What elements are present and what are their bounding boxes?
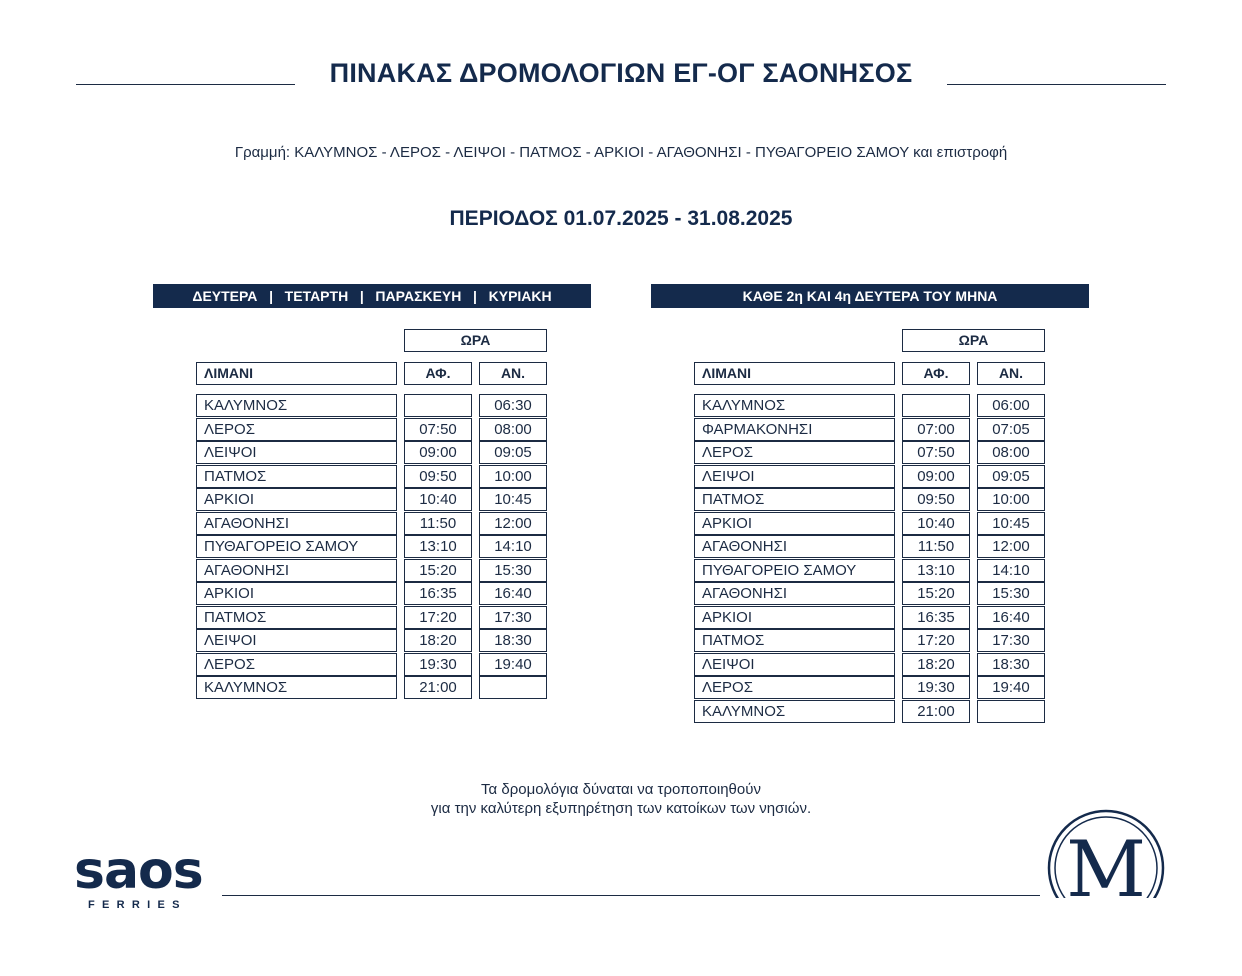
arrival-time-cell: 07:05 (977, 418, 1045, 441)
port-cell: ΛΕΡΟΣ (196, 653, 397, 676)
port-cell: ΛΕΡΟΣ (196, 418, 397, 441)
arrival-time-cell: 19:40 (479, 653, 547, 676)
port-cell: ΛΕΙΨΟΙ (196, 441, 397, 464)
port-cell: ΠΑΤΜΟΣ (694, 629, 895, 652)
days-band: ΚΑΘΕ 2η ΚΑΙ 4η ΔΕΥΤΕΡΑ ΤΟΥ ΜΗΝΑ (651, 284, 1089, 308)
arrival-time-cell: 19:40 (977, 676, 1045, 699)
route-line: Γραμμή: ΚΑΛΥΜΝΟΣ - ΛΕΡΟΣ - ΛΕΙΨΟΙ - ΠΑΤΜΟΣ - ΑΡΚΙΟΙ - ΑΓΑΘΟΝΗΣΙ - ΠΥΘΑΓΟΡΕΙΟ ΣΑΜΟΥ και επιστροφή (234, 144, 1008, 161)
arrival-time-cell (977, 700, 1045, 723)
title-rule-right (947, 84, 1166, 85)
port-cell: ΛΕΙΨΟΙ (694, 465, 895, 488)
port-cell: ΛΕΙΨΟΙ (694, 653, 895, 676)
arrival-time-cell: 10:00 (977, 488, 1045, 511)
departure-time-cell: 17:20 (404, 606, 472, 629)
arrival-time-cell: 06:30 (479, 394, 547, 417)
arrival-time-cell: 10:45 (479, 488, 547, 511)
port-cell: ΑΡΚΙΟΙ (694, 512, 895, 535)
departure-time-cell: 15:20 (902, 582, 970, 605)
time-header: ΩΡΑ (404, 329, 547, 352)
port-cell: ΚΑΛΥΜΝΟΣ (196, 676, 397, 699)
logo-subtitle: FERRIES (88, 899, 187, 911)
port-cell: ΚΑΛΥΜΝΟΣ (694, 700, 895, 723)
departure-time-cell: 11:50 (404, 512, 472, 535)
departure-time-cell: 10:40 (902, 512, 970, 535)
footer-rule (222, 895, 1040, 896)
departure-time-cell: 19:30 (404, 653, 472, 676)
port-cell: ΠΑΤΜΟΣ (196, 465, 397, 488)
arrival-time-cell: 12:00 (479, 512, 547, 535)
port-cell: ΠΑΤΜΟΣ (694, 488, 895, 511)
page-title: ΠΙΝΑΚΑΣ ΔΡΟΜΟΛΟΓΙΩΝ ΕΓ-ΟΓ ΣΑΟΝΗΣΟΣ (329, 58, 913, 88)
m-emblem-logo (1046, 808, 1166, 898)
departure-time-cell (404, 394, 472, 417)
port-cell: ΑΡΚΙΟΙ (196, 582, 397, 605)
time-header: ΩΡΑ (902, 329, 1045, 352)
arrival-time-cell: 17:30 (977, 629, 1045, 652)
arrival-column-header: ΑΝ. (977, 362, 1045, 385)
departure-time-cell: 19:30 (902, 676, 970, 699)
departure-time-cell: 13:10 (404, 535, 472, 558)
arrival-time-cell: 09:05 (977, 465, 1045, 488)
arrival-time-cell: 08:00 (479, 418, 547, 441)
departure-time-cell: 21:00 (404, 676, 472, 699)
emblem-letter: M (1066, 825, 1146, 898)
arrival-column-header: ΑΝ. (479, 362, 547, 385)
saos-ferries-logo (74, 841, 214, 915)
arrival-time-cell: 09:05 (479, 441, 547, 464)
arrival-time-cell: 06:00 (977, 394, 1045, 417)
departure-time-cell: 16:35 (902, 606, 970, 629)
arrival-time-cell: 15:30 (977, 582, 1045, 605)
arrival-time-cell: 16:40 (977, 606, 1045, 629)
port-column-header: ΛΙΜΑΝΙ (196, 362, 397, 385)
departure-column-header: ΑΦ. (404, 362, 472, 385)
arrival-time-cell: 18:30 (479, 629, 547, 652)
port-cell: ΑΓΑΘΟΝΗΣΙ (196, 512, 397, 535)
arrival-time-cell: 10:45 (977, 512, 1045, 535)
arrival-time-cell: 12:00 (977, 535, 1045, 558)
port-cell: ΑΡΚΙΟΙ (694, 606, 895, 629)
port-cell: ΑΓΑΘΟΝΗΣΙ (196, 559, 397, 582)
departure-time-cell: 18:20 (404, 629, 472, 652)
port-column-header: ΛΙΜΑΝΙ (694, 362, 895, 385)
departure-time-cell: 07:00 (902, 418, 970, 441)
port-cell: ΛΕΡΟΣ (694, 441, 895, 464)
arrival-time-cell: 14:10 (977, 559, 1045, 582)
port-cell: ΑΓΑΘΟΝΗΣΙ (694, 582, 895, 605)
days-band: ΔΕΥΤΕΡΑ | ΤΕΤΑΡΤΗ | ΠΑΡΑΣΚΕΥΗ | ΚΥΡΙΑΚΗ (153, 284, 591, 308)
departure-time-cell: 16:35 (404, 582, 472, 605)
departure-time-cell: 07:50 (902, 441, 970, 464)
arrival-time-cell (479, 676, 547, 699)
arrival-time-cell: 15:30 (479, 559, 547, 582)
departure-time-cell: 07:50 (404, 418, 472, 441)
port-cell: ΚΑΛΥΜΝΟΣ (196, 394, 397, 417)
port-cell: ΠΥΘΑΓΟΡΕΙΟ ΣΑΜΟΥ (196, 535, 397, 558)
port-cell: ΦΑΡΜΑΚΟΝΗΣΙ (694, 418, 895, 441)
arrival-time-cell: 14:10 (479, 535, 547, 558)
arrival-time-cell: 18:30 (977, 653, 1045, 676)
arrival-time-cell: 17:30 (479, 606, 547, 629)
departure-time-cell: 09:00 (902, 465, 970, 488)
arrival-time-cell: 08:00 (977, 441, 1045, 464)
departure-time-cell: 10:40 (404, 488, 472, 511)
port-cell: ΛΕΡΟΣ (694, 676, 895, 699)
departure-column-header: ΑΦ. (902, 362, 970, 385)
departure-time-cell: 09:50 (404, 465, 472, 488)
port-cell: ΚΑΛΥΜΝΟΣ (694, 394, 895, 417)
port-cell: ΠΑΤΜΟΣ (196, 606, 397, 629)
departure-time-cell: 18:20 (902, 653, 970, 676)
departure-time-cell: 09:50 (902, 488, 970, 511)
footer-note-line-1: Τα δρομολόγια δύναται να τροποποιηθούν (481, 781, 761, 798)
m-emblem-icon (1046, 808, 1166, 898)
departure-time-cell: 09:00 (404, 441, 472, 464)
departure-time-cell (902, 394, 970, 417)
logo-wordmark: saos (74, 841, 203, 901)
period-heading: ΠΕΡΙΟΔΟΣ 01.07.2025 - 31.08.2025 (449, 207, 793, 230)
departure-time-cell: 21:00 (902, 700, 970, 723)
port-cell: ΠΥΘΑΓΟΡΕΙΟ ΣΑΜΟΥ (694, 559, 895, 582)
departure-time-cell: 13:10 (902, 559, 970, 582)
port-cell: ΛΕΙΨΟΙ (196, 629, 397, 652)
footer-note-line-2: για την καλύτερη εξυπηρέτηση των κατοίκων των νησιών. (430, 800, 812, 817)
port-cell: ΑΡΚΙΟΙ (196, 488, 397, 511)
departure-time-cell: 15:20 (404, 559, 472, 582)
departure-time-cell: 17:20 (902, 629, 970, 652)
port-cell: ΑΓΑΘΟΝΗΣΙ (694, 535, 895, 558)
departure-time-cell: 11:50 (902, 535, 970, 558)
arrival-time-cell: 16:40 (479, 582, 547, 605)
arrival-time-cell: 10:00 (479, 465, 547, 488)
